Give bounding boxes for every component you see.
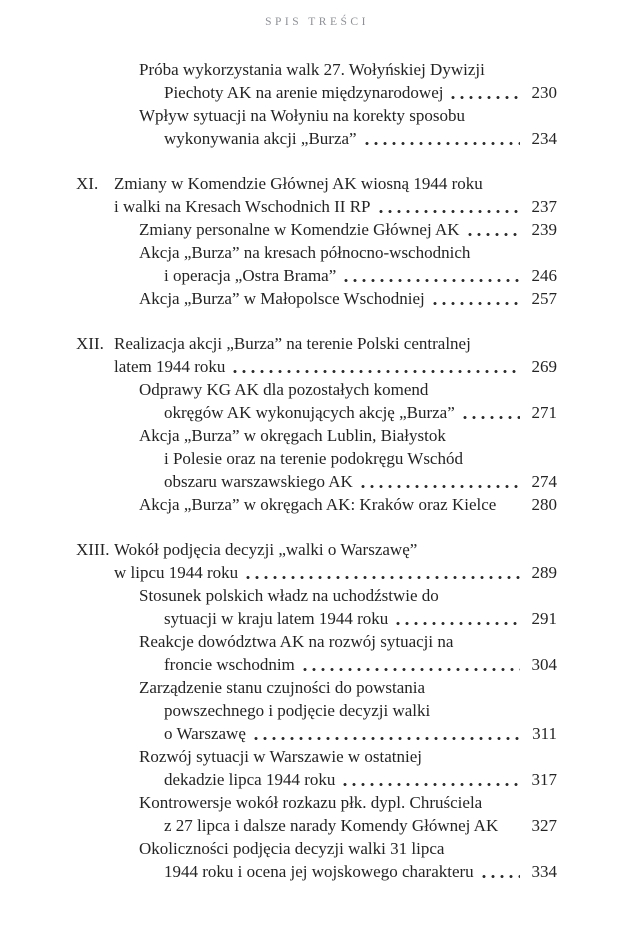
dot-leader	[433, 301, 520, 306]
entry-text: Reakcje dowództwa AK na rozwój sytuacji na	[139, 632, 454, 651]
dot-leader	[303, 667, 520, 672]
page-number: 239	[531, 220, 557, 239]
toc-line	[76, 768, 557, 791]
entry-text: o Warszawę	[164, 724, 246, 743]
toc-line	[76, 722, 557, 745]
toc-line	[76, 653, 557, 676]
toc-line	[76, 470, 557, 493]
entry-text: froncie wschodnim	[164, 655, 295, 674]
toc-line	[76, 241, 557, 264]
page-number: 317	[531, 770, 557, 789]
entry-text: i walki na Kresach Wschodnich II RP	[114, 197, 371, 216]
entry-text: Akcja „Burza” w Małopolsce Wschodniej	[139, 289, 425, 308]
toc-line	[76, 58, 557, 81]
entry-text: okręgów AK wykonujących akcję „Burza”	[164, 403, 455, 422]
chapter-number: XIII.	[76, 540, 110, 559]
entry-text: Piechoty AK na arenie międzynarodowej	[164, 83, 444, 102]
toc-line	[76, 378, 557, 401]
entry-text: Zarządzenie stanu czujności do powstania	[139, 678, 426, 697]
toc-line	[76, 607, 557, 630]
page-number: 327	[531, 816, 557, 835]
entry-text: z 27 lipca i dalsze narady Komendy Głównej AK	[164, 816, 499, 835]
dot-leader	[482, 874, 520, 879]
page-number: 311	[532, 724, 557, 743]
page-header: SPIS TREŚCI	[265, 16, 369, 28]
toc-line	[76, 172, 557, 195]
chapter-number: XII.	[76, 334, 104, 353]
entry-text: Kontrowersje wokół rozkazu płk. dypl. Chruściela	[139, 793, 483, 812]
entry-text: 1944 roku i ocena jej wojskowego charakteru	[164, 862, 474, 881]
entry-text: obszaru warszawskiego AK	[164, 472, 353, 491]
toc-line	[76, 745, 557, 768]
toc-list	[0, 58, 634, 883]
toc-line	[76, 264, 557, 287]
toc-line	[76, 355, 557, 378]
toc-line	[76, 676, 557, 699]
page-number: 269	[531, 357, 557, 376]
toc-line	[76, 538, 557, 561]
entry-text: powszechnego i podjęcie decyzji walki	[164, 701, 431, 720]
toc-line	[76, 218, 557, 241]
toc-line	[76, 837, 557, 860]
leader-space	[504, 507, 520, 512]
page-number: 291	[531, 609, 557, 628]
toc-line	[76, 630, 557, 653]
toc-line	[76, 493, 557, 516]
toc-line	[76, 561, 557, 584]
leader-space	[506, 828, 520, 833]
page-number: 280	[531, 495, 557, 514]
entry-text: i operacja „Ostra Brama”	[164, 266, 337, 285]
entry-text: Okoliczności podjęcia decyzji walki 31 lipca	[139, 839, 445, 858]
toc-line	[76, 332, 557, 355]
dot-leader	[468, 232, 520, 237]
entry-text: sytuacji w kraju latem 1944 roku	[164, 609, 389, 628]
dot-leader	[396, 621, 520, 626]
toc-line	[76, 814, 557, 837]
entry-text: wykonywania akcji „Burza”	[164, 129, 357, 148]
dot-leader	[254, 736, 520, 741]
dot-leader	[246, 575, 520, 580]
dot-leader	[233, 369, 520, 374]
entry-text: Wokół podjęcia decyzji „walki o Warszawę”	[114, 540, 418, 559]
toc-line	[76, 584, 557, 607]
toc-line	[76, 127, 557, 150]
toc-line	[76, 424, 557, 447]
entry-text: Próba wykorzystania walk 27. Wołyńskiej Dywizji	[139, 60, 485, 79]
page-number: 230	[531, 83, 557, 102]
toc-line	[76, 81, 557, 104]
page-number: 257	[531, 289, 557, 308]
page-number: 246	[531, 266, 557, 285]
toc-line	[76, 860, 557, 883]
entry-text: Rozwój sytuacji w Warszawie w ostatniej	[139, 747, 422, 766]
dot-leader	[344, 278, 520, 283]
toc-line	[76, 104, 557, 127]
dot-leader	[463, 415, 520, 420]
entry-text: Akcja „Burza” w okręgach AK: Kraków oraz Kielce	[139, 495, 497, 514]
entry-text: Wpływ sytuacji na Wołyniu na korekty sposobu	[139, 106, 465, 125]
entry-text: w lipcu 1944 roku	[114, 563, 239, 582]
chapter-number: XI.	[76, 174, 99, 193]
toc-line	[76, 791, 557, 814]
toc-line	[76, 699, 557, 722]
entry-text: Realizacja akcji „Burza” na terenie Polski centralnej	[114, 334, 471, 353]
page-number: 304	[531, 655, 557, 674]
entry-text: i Polesie oraz na terenie podokręgu Wschód	[164, 449, 463, 468]
dot-leader	[451, 95, 520, 100]
dot-leader	[343, 782, 520, 787]
page-number: 237	[531, 197, 557, 216]
entry-text: Zmiany w Komendzie Głównej AK wiosną 1944 roku	[114, 174, 483, 193]
dot-leader	[379, 209, 520, 214]
page-number: 271	[531, 403, 557, 422]
entry-text: Akcja „Burza” w okręgach Lublin, Białystok	[139, 426, 446, 445]
dot-leader	[361, 484, 520, 489]
page-number: 274	[531, 472, 557, 491]
toc-line	[76, 401, 557, 424]
entry-text: Odprawy KG AK dla pozostałych komend	[139, 380, 429, 399]
toc-line	[76, 287, 557, 310]
page-number: 234	[531, 129, 557, 148]
dot-leader	[365, 141, 520, 146]
page-number: 334	[531, 862, 557, 881]
entry-text: Akcja „Burza” na kresach północno-wschodnich	[139, 243, 471, 262]
entry-text: latem 1944 roku	[114, 357, 226, 376]
toc-line	[76, 195, 557, 218]
entry-text: dekadzie lipca 1944 roku	[164, 770, 336, 789]
entry-text: Stosunek polskich władz na uchodźstwie do	[139, 586, 439, 605]
page-number: 289	[531, 563, 557, 582]
toc-line	[76, 447, 557, 470]
entry-text: Zmiany personalne w Komendzie Głównej AK	[139, 220, 460, 239]
